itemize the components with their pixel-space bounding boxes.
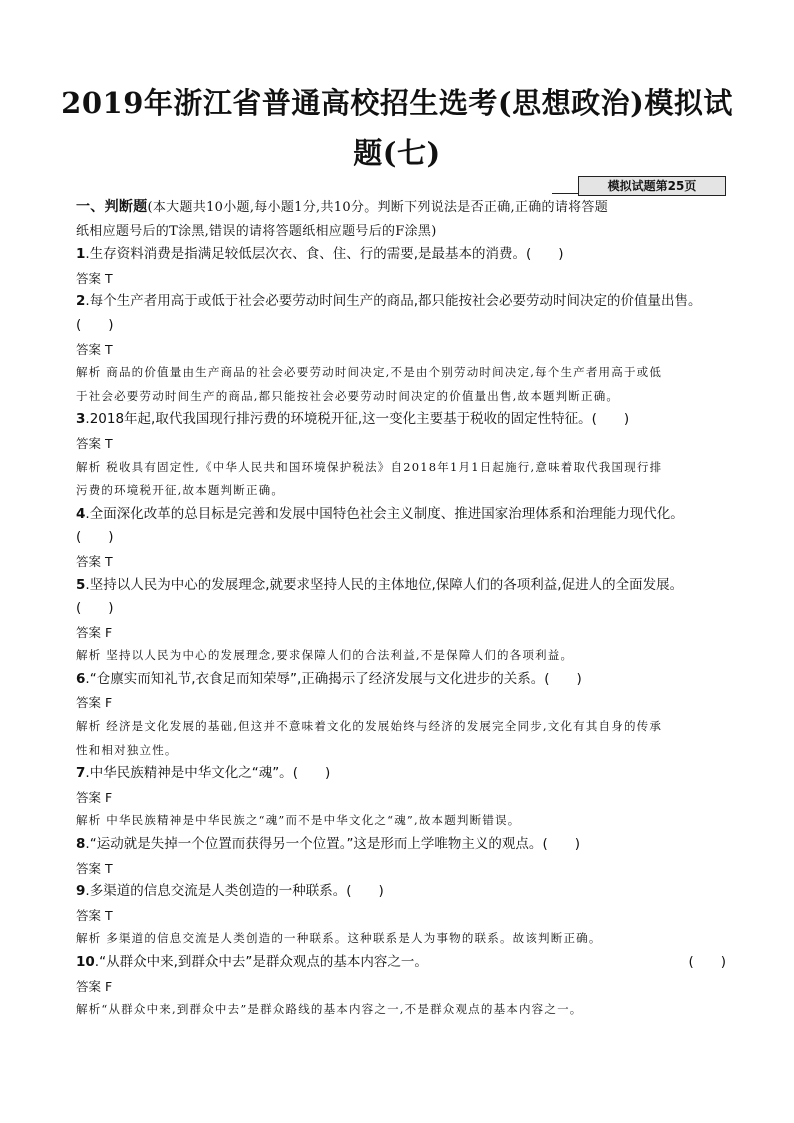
section-instructions-1: (本大题共10小题,每小题1分,共10分。判断下列说法是否正确,正确的请将答题 bbox=[147, 200, 609, 215]
question-number: 6 bbox=[76, 670, 86, 687]
question-4 bbox=[76, 503, 726, 527]
answer-blank: ( ) bbox=[542, 836, 580, 853]
explanation-3-line-1: 解析 税收具有固定性,《中华人民共和国环境保护税法》自2018年1月1日起施行,意味着取代我国现行排 bbox=[76, 459, 663, 474]
answer-blank: ( ) bbox=[76, 529, 114, 546]
explanation-6-line-2: 性和相对独立性。 bbox=[76, 742, 178, 757]
explanation-10-line-1: 解析“从群众中来,到群众中去”是群众路线的基本内容之一,不是群众观点的基本内容之一。 bbox=[76, 1002, 583, 1017]
answer-blank: ( ) bbox=[544, 670, 582, 687]
question-text: .每个生产者用高于或低于社会必要劳动时间生产的商品,都只能按社会必要劳动时间决定的价值量出售。 bbox=[85, 293, 702, 310]
answer-6: 答案 F bbox=[76, 695, 113, 711]
title-line-1: 2019年浙江省普通高校招生选考(思想政治)模拟试 bbox=[61, 86, 733, 120]
answer-3: 答案 T bbox=[76, 435, 113, 451]
question-number: 3 bbox=[76, 411, 86, 428]
question-number: 7 bbox=[76, 765, 86, 782]
answer-blank: ( ) bbox=[76, 600, 114, 617]
explanation-2-line-2: 于社会必要劳动时间生产的商品,都只能按社会必要劳动时间决定的价值量出售,故本题判断正确。 bbox=[76, 388, 620, 403]
section-heading bbox=[76, 196, 726, 220]
section-lead: 一、判断题 bbox=[76, 199, 148, 215]
question-7 bbox=[76, 762, 726, 786]
question-number: 1 bbox=[76, 246, 86, 263]
question-9 bbox=[76, 880, 726, 904]
explanation-3-line-2: 污费的环境税开征,故本题判断正确。 bbox=[76, 483, 285, 498]
question-text: .多渠道的信息交流是人类创造的一种联系。 bbox=[85, 883, 347, 900]
answer-9: 答案 T bbox=[76, 907, 113, 923]
question-text: .中华民族精神是中华文化之“魂”。 bbox=[85, 765, 293, 782]
answer-blank: ( ) bbox=[76, 316, 114, 333]
question-8 bbox=[76, 833, 726, 857]
answer-blank: ( ) bbox=[688, 954, 726, 970]
answer-blank: ( ) bbox=[346, 883, 384, 900]
question-number: 8 bbox=[76, 836, 86, 853]
question-2 bbox=[76, 290, 726, 314]
question-text: .坚持以人民为中心的发展理念,就要求坚持人民的主体地位,保障人们的各项利益,促进人的全面发展。 bbox=[85, 576, 684, 593]
answer-8: 答案 T bbox=[76, 860, 113, 876]
explanation-6-line-1: 解析 经济是文化发展的基础,但这并不意味着文化的发展始终与经济的发展完全同步,文化有其自身的传承 bbox=[76, 719, 663, 734]
question-text: .“仓廪实而知礼节,衣食足而知荣辱”,正确揭示了经济发展与文化进步的关系。 bbox=[85, 670, 545, 687]
question-text: .全面深化改革的总目标是完善和发展中国特色社会主义制度、推进国家治理体系和治理能力现代化。 bbox=[85, 505, 684, 522]
title-line-2: 题(七) bbox=[353, 136, 441, 170]
question-text: .“从群众中来,到群众中去”是群众观点的基本内容之一。 bbox=[94, 954, 428, 970]
question-number: 9 bbox=[76, 883, 86, 900]
page-tag-underline bbox=[552, 193, 578, 194]
question-10 bbox=[76, 951, 726, 975]
explanation-9-line-1: 解析 多渠道的信息交流是人类创造的一种联系。这种联系是人为事物的联系。故该判断正确。 bbox=[76, 931, 602, 946]
question-text: .“运动就是失掉一个位置而获得另一个位置。”这是形而上学唯物主义的观点。 bbox=[85, 836, 543, 853]
question-3 bbox=[76, 408, 726, 432]
answer-7: 答案 F bbox=[76, 789, 113, 805]
question-5 bbox=[76, 574, 726, 598]
question-number: 2 bbox=[76, 293, 86, 310]
question-text: .2018年起,取代我国现行排污费的环境税开征,这一变化主要基于税收的固定性特征。 bbox=[85, 411, 592, 428]
answer-blank: ( ) bbox=[292, 765, 331, 782]
answer-1: 答案 T bbox=[76, 270, 113, 286]
answer-4: 答案 T bbox=[76, 553, 113, 569]
question-number: 10 bbox=[76, 954, 95, 970]
answer-blank: ( ) bbox=[526, 246, 564, 263]
question-section bbox=[76, 196, 726, 1022]
explanation-7-line-1: 解析 中华民族精神是中华民族之“魂”而不是中华文化之“魂”,故本题判断错误。 bbox=[76, 813, 521, 828]
question-1 bbox=[76, 243, 726, 267]
answer-5: 答案 F bbox=[76, 624, 113, 640]
section-instructions-2: 纸相应题号后的T涂黑,错误的请将答题纸相应题号后的F涂黑) bbox=[76, 223, 437, 239]
page-tag: 模拟试题第25页 bbox=[578, 176, 726, 196]
document-title bbox=[40, 78, 754, 178]
question-number: 5 bbox=[76, 576, 86, 593]
question-number: 4 bbox=[76, 505, 86, 522]
explanation-5-line-1: 解析 坚持以人民为中心的发展理念,要求保障人们的合法利益,不是保障人们的各项利益。 bbox=[76, 648, 574, 663]
answer-2: 答案 T bbox=[76, 341, 113, 357]
question-text: .生存资料消费是指满足较低层次衣、食、住、行的需要,是最基本的消费。 bbox=[85, 246, 526, 263]
question-6 bbox=[76, 668, 726, 692]
answer-blank: ( ) bbox=[591, 411, 630, 428]
answer-10: 答案 F bbox=[76, 978, 113, 994]
explanation-2-line-1: 解析 商品的价值量由生产商品的社会必要劳动时间决定,不是由个别劳动时间决定,每个生产者用高于或低 bbox=[76, 365, 663, 380]
